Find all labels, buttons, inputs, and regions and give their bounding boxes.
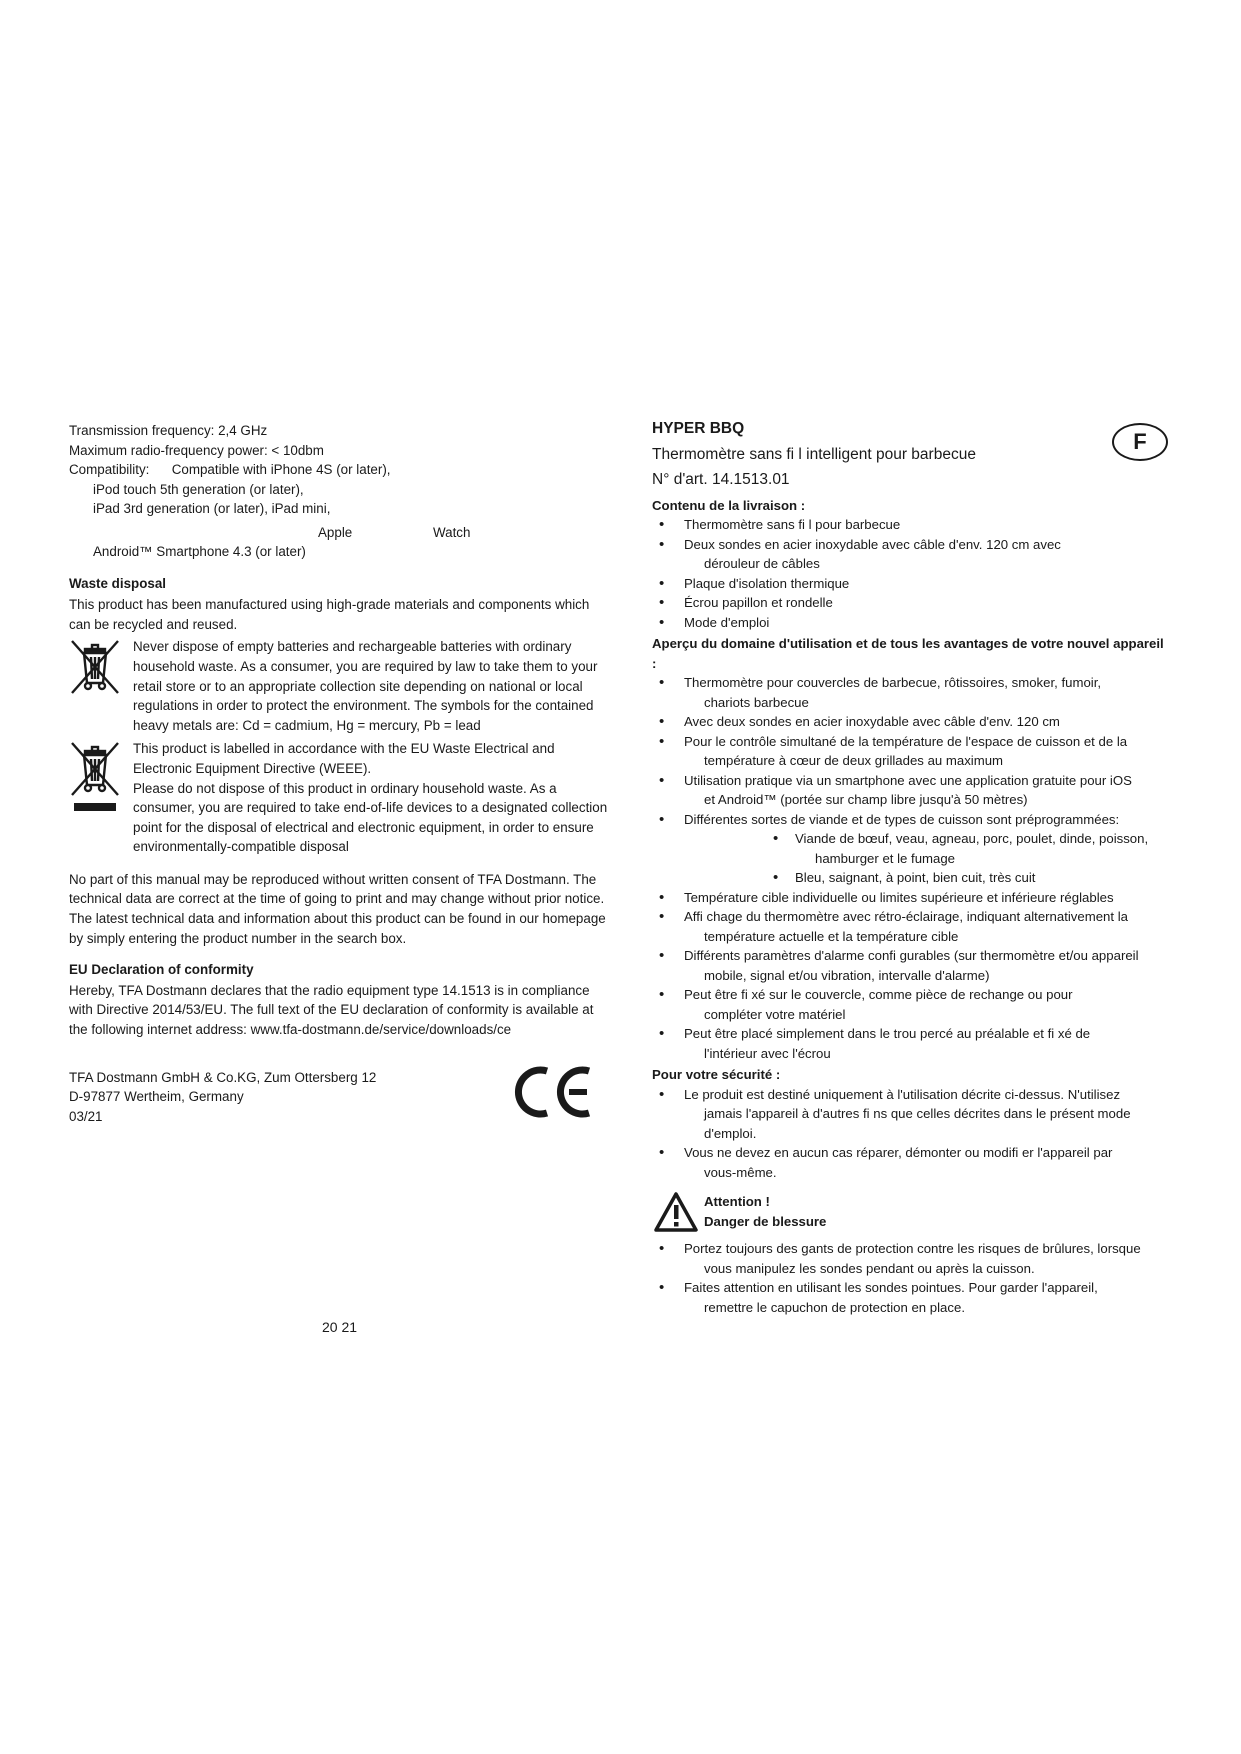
waste-intro: This product has been manufactured using high-grade materials and components which can be recycled and reused. xyxy=(69,597,590,632)
list-item: • Viande de bœuf, veau, agneau, porc, poulet, dinde, poisson, hamburger et le fumage xyxy=(770,829,1167,868)
weee-text-2: Please do not dispose of this product in ordinary household waste. As a consumer, you are required to take end-of-life devices to a designated collection point for the disposal of electrical and electronic equipment, in order to ensure environmentally-compatible disposal xyxy=(133,780,608,855)
waste-disposal-heading: Waste disposal xyxy=(69,575,166,591)
spec-compatibility xyxy=(69,460,609,480)
list-item: • Bleu, saignant, à point, bien cuit, très cuit xyxy=(770,868,1167,888)
battery-disposal-block xyxy=(69,637,609,735)
ce-mark-icon xyxy=(511,1063,595,1121)
list-item: • Pour le contrôle simultané de la température de l'espace de cuisson et de la température à cœur de deux grillades au maximum xyxy=(652,732,1167,771)
list-item: • Température cible individuelle ou limites supérieure et inférieure réglables xyxy=(652,888,1167,908)
list-item: • Avec deux sondes en acier inoxydable avec câble d'env. 120 cm xyxy=(652,712,1167,732)
safety-heading: Pour votre sécurité : xyxy=(652,1067,781,1082)
list-item: • Thermomètre sans fi l pour barbecue xyxy=(652,515,1167,535)
list-item: • Utilisation pratique via un smartphone avec une application gratuite pour iOS et Android™ (portée sur champ libre jusqu'à 50 mètres) xyxy=(652,771,1167,810)
weee-bar-icon xyxy=(74,803,116,811)
address-line-1: TFA Dostmann GmbH & Co.KG, Zum Ottersberg 12 xyxy=(69,1069,377,1085)
crossed-bin-icon xyxy=(69,639,121,695)
delivery-heading: Contenu de la livraison : xyxy=(652,497,806,513)
list-item: • Portez toujours des gants de protection contre les risques de brûlures, lorsque vous manipulez les sondes pendant ou après la cuisson. xyxy=(652,1239,1167,1278)
weee-text-1: This product is labelled in accordance with the EU Waste Electrical and Electronic Equipment Directive (WEEE). xyxy=(133,741,555,776)
page-number: 20 21 xyxy=(322,1319,358,1335)
attention-title: Attention ! xyxy=(704,1194,770,1209)
list-item: • Thermomètre pour couvercles de barbecue, rôtissoires, smoker, fumoir, chariots barbecue xyxy=(652,673,1167,712)
warning-triangle-icon xyxy=(654,1192,698,1232)
language-badge: F xyxy=(1112,423,1168,461)
battery-disposal-text: Never dispose of empty batteries and rechargeable batteries with ordinary household waste. As a consumer, you are required by law to take them to your retail store or to an appropriate collection site depending on national or local regulations in order to protect the environment. The symbols for the contained heavy metals are: Cd = cadmium, Hg = mercury, Pb = lead xyxy=(133,639,598,733)
weee-block xyxy=(69,739,609,857)
list-item: • Mode d'emploi xyxy=(652,613,1167,633)
spec-ipod: iPod touch 5th generation (or later), xyxy=(93,481,304,497)
address-line-3: 03/21 xyxy=(69,1108,103,1124)
list-item: • Peut être fi xé sur le couvercle, comme pièce de rechange ou pour compléter votre matériel xyxy=(652,985,1167,1024)
list-item: • Différentes sortes de viande et de types de cuisson sont préprogrammées: xyxy=(652,810,1167,830)
product-subtitle: Thermomètre sans fi l intelligent pour barbecue xyxy=(652,445,976,463)
spec-ipad: iPad 3rd generation (or later), iPad mini, xyxy=(93,501,331,517)
right-column xyxy=(652,419,1167,1317)
list-item: • Plaque d'isolation thermique xyxy=(652,574,1167,594)
article-number: N° d'art. 14.1513.01 xyxy=(652,471,790,488)
list-item: • Deux sondes en acier inoxydable avec câble d'env. 120 cm avec dérouleur de câbles xyxy=(652,535,1167,574)
list-item: • Vous ne devez en aucun cas réparer, démonter ou modifi er l'appareil par vous-même. xyxy=(652,1143,1167,1182)
attention-subtitle: Danger de blessure xyxy=(704,1213,827,1229)
address-line-2: D-97877 Wertheim, Germany xyxy=(69,1089,244,1105)
safety-list xyxy=(652,1085,1167,1183)
spec-max-power: Maximum radio-frequency power: < 10dbm xyxy=(69,442,324,458)
list-item: • Différents paramètres d'alarme confi gurables (sur thermomètre et/ou appareil mobile, signal et/ou vibration, intervalle d'alarme) xyxy=(652,946,1167,985)
list-item: • Faites attention en utilisant les sondes pointues. Pour garder l'appareil, remettre le capuchon de protection en place. xyxy=(652,1278,1167,1317)
copyright-notice: No part of this manual may be reproduced without written consent of TFA Dostmann. The technical data are correct at the time of going to print and may change without prior notice. The latest technical data and information about this product can be found in our homepage by simply entering the product number in the search box. xyxy=(69,871,606,946)
list-item: • Le produit est destiné uniquement à l'utilisation décrite ci-dessus. N'utilisez jamais l'appareil à d'autres fi ns que celles décrites dans le présent mode d'emploi. xyxy=(652,1085,1167,1144)
compat-label: Compatibility: xyxy=(69,462,150,478)
address-block xyxy=(69,1068,609,1127)
overview-list-continued xyxy=(652,888,1167,1064)
spec-watch: Watch xyxy=(433,524,471,540)
overview-list xyxy=(652,673,1167,829)
overview-sublist xyxy=(652,829,1167,888)
eu-declaration-heading: EU Declaration of conformity xyxy=(69,962,254,978)
eu-declaration-text: Hereby, TFA Dostmann declares that the radio equipment type 14.1513 is in compliance with Directive 2014/53/EU. The full text of the EU declaration of conformity is available at the following internet address: www.tfa-dostmann.de/service/downloads/ce xyxy=(69,982,594,1038)
product-title: HYPER BBQ xyxy=(652,420,745,437)
spec-transmission: Transmission frequency: 2,4 GHz xyxy=(69,423,268,438)
list-item: • Écrou papillon et rondelle xyxy=(652,593,1167,613)
delivery-list xyxy=(652,515,1167,632)
spec-apple-watch-row xyxy=(69,519,609,542)
spec-android: Android™ Smartphone 4.3 (or later) xyxy=(93,543,306,559)
attention-block xyxy=(652,1192,1167,1231)
left-column xyxy=(69,421,609,1126)
list-item: • Affi chage du thermomètre avec rétro-éclairage, indiquant alternativement la température actuelle et la température cible xyxy=(652,907,1167,946)
list-item: • Peut être placé simplement dans le trou percé au préalable et fi xé de l'intérieur avec l'écrou xyxy=(652,1024,1167,1063)
overview-heading: Aperçu du domaine d'utilisation et de tous les avantages de votre nouvel appareil : xyxy=(652,636,1164,671)
spec-apple: Apple xyxy=(318,524,353,540)
compat-value: Compatible with iPhone 4S (or later), xyxy=(171,462,391,478)
attention-list xyxy=(652,1239,1167,1317)
weee-bin-icon xyxy=(69,741,121,811)
